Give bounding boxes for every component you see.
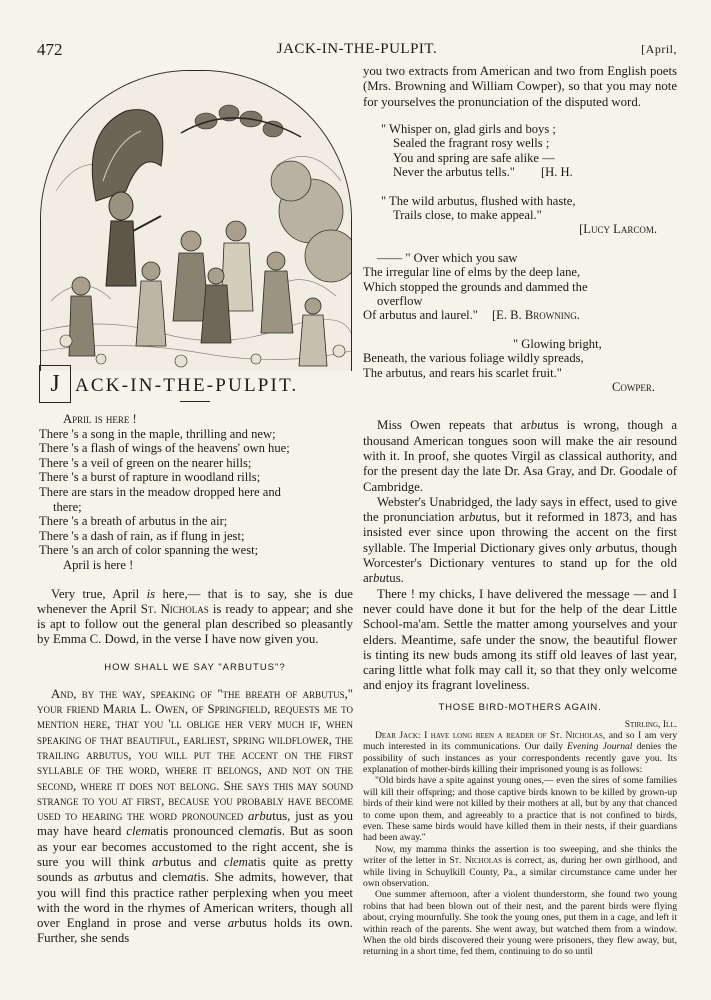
text-run: tus is wrong, though a thousand American tongues soon will make the air resound with it. In proof, she quotes Virgil as classical authority, and for the present day the late Dr. Asa Gray, and Dr. Goodale of Cambridge. (363, 418, 677, 494)
poem-line: There 's a burst of rapture in woodland rills; (39, 470, 261, 485)
paragraph-owen-repeats (363, 418, 677, 494)
text-run: atis quite as pretty sounds as (37, 854, 354, 885)
verse-line: overflow (377, 293, 423, 308)
text-run: St. Nicholas (449, 855, 503, 867)
text-run: tus. (385, 571, 404, 586)
text-run: is. She admits, however, that you will find this practice rather perplexing when you meet with the word in the rhymes of American writers, though all over England in prose and verse (37, 870, 353, 931)
verse-line: The irregular line of elms by the deep lane, (363, 265, 581, 280)
text-run: is. But as soon as your ear becomes accustomed to the right accent, she is sure you will think (37, 824, 353, 869)
poem-line: April is here ! (63, 557, 134, 572)
quote-cowper (363, 337, 677, 395)
text-run: is correct, as, during her own girlhood, and while living in Schuylkill County, Pa., a similar circumstance came under her own observation. (363, 855, 678, 890)
opening-poem (39, 412, 353, 573)
verse-line: " Glowing bright, (513, 336, 602, 351)
attribution: [Lucy Larcom. (579, 222, 657, 237)
left-column (37, 64, 353, 947)
verse-line: Which stopped the grounds and dammed the (363, 279, 588, 294)
poem-line: There are stars in the meadow dropped here and (39, 484, 281, 499)
month-label: [April, (641, 42, 677, 56)
quote-larcom (381, 194, 677, 237)
letter-place: Stirling, Ill. (624, 718, 677, 730)
right-column (363, 64, 677, 958)
section-heading-bird-mothers: THOSE BIRD-MOTHERS AGAIN. (438, 701, 602, 713)
quote-browning (363, 251, 677, 323)
text-run: ar (595, 540, 607, 555)
jack-in-the-pulpit-illustration (40, 70, 352, 371)
text-run: ar (152, 854, 164, 869)
text-run: Very true, April (51, 586, 147, 601)
text-run: butus and (163, 854, 224, 869)
verse-line: Beneath, the various foliage wildly spreads, (363, 351, 584, 366)
poem-line: There 's a veil of green on the nearer hills; (39, 455, 252, 470)
text-run: butus, though Worcester's Dictionary ventures to stand up for the old ar (363, 540, 677, 586)
text-run: Evening Journal (567, 741, 633, 753)
letter-paragraph: "Old birds have a spite against young ones,— even the sires of some families will kill their offspring; and those captive birds known to be killed by grown-up birds of their kind were not killed by their mothers at all, but by any that chanced to come upon them, and agreeably to a practice that is not confined to birds, even. These same birds would have killed them in their nests, if their guardians had been away." (363, 775, 677, 844)
quote-hh (381, 122, 677, 180)
paragraph-arbutus (37, 687, 353, 947)
poem-line: There 's a dash of rain, as if flung in jest; (39, 528, 245, 543)
poem-line: there; (53, 499, 82, 514)
text-run: denies the possibility of such instances as your correspondents recently gave you. Its explanation of mother-birds killing their imprisoned young is as follows: (363, 741, 677, 775)
letter-paragraph (363, 844, 677, 890)
text-run: here,— that is to say, she is due whenever the April (37, 586, 353, 616)
text-run: butus holds its own. Further, she sends (37, 916, 353, 946)
text-run: is (146, 586, 156, 601)
text-run: bu (530, 418, 544, 433)
poem-line: April is here ! (63, 412, 137, 426)
letter-paragraph (363, 730, 677, 776)
text-run: is ready to appear; and she is apt to follow out the general plan described so pleasantly by Emma C. Dowd, in the verse I have now given you. (37, 601, 353, 647)
text-run: at (187, 870, 198, 885)
verse-line: —— " Over which you saw (377, 250, 518, 265)
text-run: And, by the way, speaking of "the breath of arbutus," your friend Maria L. Owen, of Springfield, requests me to mention here, that you 'll oblige her very much if, when speaking of that beautiful, earliest, spring wildflower, the trailing arbutus, you will put the accent on the first syllable of the word, where it belongs, and not on the second, where it does not belong. She says this may sound strange to you at first, because you probably have become used to hearing the word pronounced (37, 686, 353, 824)
heading-rule (180, 401, 210, 402)
main-heading: ACK-IN-THE-PULPIT. (75, 375, 299, 396)
paragraph-intro: you two extracts from American and two from English poets (Mrs. Browning and William Cowper), so that you may note for yourselves the pronunciation of the disputed word. (363, 64, 677, 109)
section-heading-arbutus: HOW SHALL WE SAY "ARBUTUS"? (104, 661, 286, 673)
attribution: Cowper. (611, 379, 655, 394)
drop-cap: J (39, 365, 71, 403)
text-run: butus and clem (105, 870, 188, 885)
text-run: St. Nicholas (550, 729, 603, 741)
verse-line: You and spring are safe alike — (393, 150, 555, 165)
running-title: JACK-IN-THE-PULPIT. (276, 41, 438, 57)
text-run: bu (372, 571, 386, 586)
text-run: , and so I am very much interested in its communications. Our daily (363, 729, 678, 753)
main-heading-row (37, 373, 353, 399)
paragraph-april (37, 587, 353, 648)
letter-paragraph: One summer afternoon, after a violent thunderstorm, she found two young robins that had been blown out of their nest, and the parent birds were flying about, crying mournfully. She took the young ones, put them in a cage, and left it within reach of the parents. She went away, but watched them from a window. When the old birds discovered their young were prisoners, they flew away, but, returning in a short time, fed them, continuing to do so until (363, 889, 677, 958)
text-run: Dear Jack: I have long been a reader of (375, 729, 551, 741)
poem-line: There 's a song in the maple, thrilling and new; (39, 426, 276, 441)
text-run: ar (227, 916, 240, 931)
page-number: 472 (37, 40, 63, 59)
verse-line: Of arbutus and laurel." (363, 308, 478, 323)
text-run: tus, just as you may have heard (37, 809, 353, 839)
attribution: [E. B. Browning. (491, 308, 580, 323)
text-run: Now, my mamma thinks the assertion is too sweeping, and she thinks the writer of the letter in (363, 843, 677, 867)
verse-line: " Whisper on, glad girls and boys ; (381, 121, 556, 136)
text-run: Miss Owen repeats that ar (377, 418, 531, 433)
text-run: arbu (248, 809, 273, 824)
verse-line: Never the arbutus tells." (393, 165, 515, 180)
attribution: [H. H. (540, 165, 573, 180)
verse-line: Sealed the fragrant rosy wells ; (393, 136, 550, 151)
text-run: ar (94, 870, 106, 885)
text-run: atis pronounced clem (150, 824, 264, 839)
text-run: bu (468, 510, 482, 525)
letter-body (363, 730, 677, 958)
text-run: St. Nicholas (140, 601, 209, 616)
poem-line: There 's an arch of color spanning the west; (39, 543, 259, 558)
verse-line: The arbutus, and rears his scarlet fruit." (363, 365, 562, 380)
poem-line: There 's a breath of arbutus in the air; (39, 514, 228, 529)
page-header (37, 40, 677, 64)
verse-line: Trails close, to make appeal." (393, 207, 542, 222)
paragraph-webster (363, 495, 677, 587)
verse-line: " The wild arbutus, flushed with haste, (381, 193, 576, 208)
text-run: clem (126, 824, 151, 839)
poem-line: There 's a flash of wings of the heavens' own hue; (39, 441, 290, 456)
text-run: tus, but it reformed in 1873, and has insisted ever since upon throwing the accent on the first syllable. The Imperial Dictionary gives only (363, 510, 677, 555)
text-run: clem (223, 854, 248, 869)
text-run: Webster's Unabridged, the lady says in effect, used to give the pronunciation ar (363, 494, 677, 525)
paragraph-delivered: There ! my chicks, I have delivered the message — and I never could have done it but for the help of the dear Little School-ma'am. Settle the matter among yourselves and your elders. Meantime, safe under the snow, the beautiful flower is tinting its new buds among its stiff old leaves of last year, caring little what folk may call it, so that they only welcome and enjoy its fragrant loveliness. (363, 586, 677, 693)
text-run: at (263, 824, 274, 839)
